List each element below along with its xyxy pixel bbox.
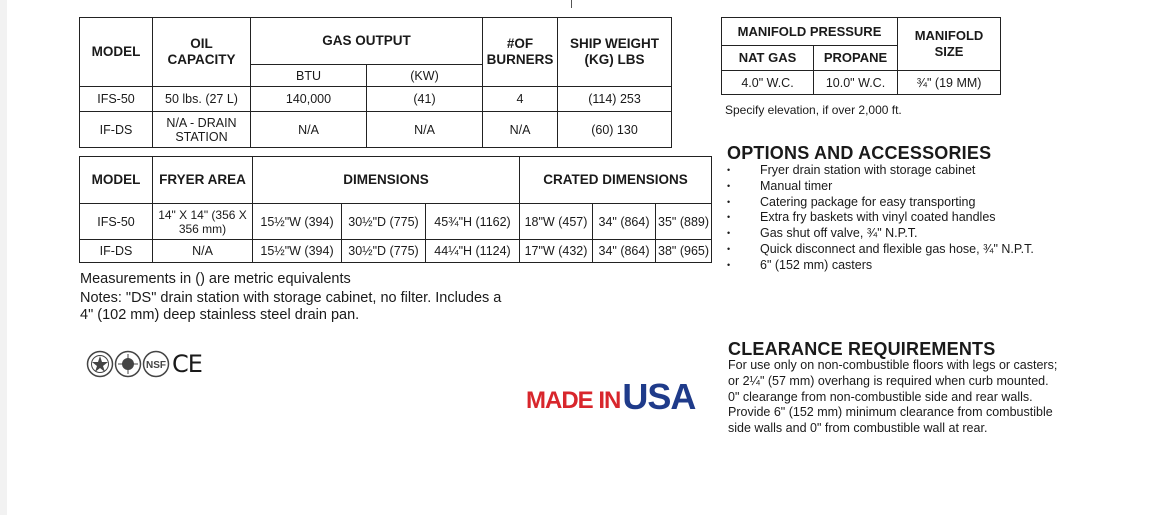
header-oil-capacity: OIL CAPACITY: [153, 18, 251, 87]
table-row: [80, 240, 712, 263]
list-item: • Quick disconnect and flexible gas hose, ¾" N.P.T.: [727, 242, 1034, 258]
cell-size: ¾" (19 MM): [898, 71, 1001, 95]
ds-note-line1: Notes: "DS" drain station with storage cabinet, no filter. Includes a: [80, 290, 502, 306]
cell-nat-gas: 4.0" W.C.: [722, 71, 814, 95]
manifold-table: [721, 17, 1001, 95]
header-manifold-pressure: MANIFOLD PRESSURE: [722, 18, 898, 46]
cell-propane: 10.0" W.C.: [814, 71, 898, 95]
ce-mark: CE: [172, 350, 202, 378]
header-fryer-area: FRYER AREA: [153, 157, 253, 204]
clearance-text: For use only on non-combustible floors with legs or casters; or 2¼" (57 mm) overhang is required when curb mounted. 0" clearange from non-combustible side and rear walls. Provide 6" (152 mm) minimum clearance from combustible side walls and 0" from combustible wall at rear.: [728, 358, 1058, 436]
cell-crated-depth: 34" (864): [593, 204, 656, 240]
header-btu: BTU: [251, 65, 367, 87]
cell-burners: N/A: [483, 112, 558, 148]
cell-model: IF-DS: [80, 112, 153, 148]
cell-weight: (114) 253: [558, 87, 672, 112]
cell-crated-width: 17"W (432): [520, 240, 593, 263]
cell-model: IFS-50: [80, 87, 153, 112]
header-model: MODEL: [80, 18, 153, 87]
metric-note: Measurements in () are metric equivalents: [80, 271, 351, 287]
table-row: [80, 87, 672, 112]
made-in-text: MADE IN: [526, 387, 621, 414]
clearance-heading: CLEARANCE REQUIREMENTS: [728, 339, 996, 359]
cell-kw: N/A: [367, 112, 483, 148]
options-list: [727, 163, 1034, 274]
table-row: [80, 204, 712, 240]
cell-height: 44¼"H (1124): [426, 240, 520, 263]
cell-crated-depth: 34" (864): [593, 240, 656, 263]
specs-table: [79, 17, 672, 148]
nsf-label: NSF: [146, 360, 166, 371]
page-left-margin: [0, 0, 7, 515]
header-burners: #OF BURNERS: [483, 18, 558, 87]
nsf-mark-icon: [142, 350, 170, 378]
header-nat-gas: NAT GAS: [722, 46, 814, 71]
csa-mark-icon: [86, 350, 114, 378]
header-propane: PROPANE: [814, 46, 898, 71]
elevation-note: Specify elevation, if over 2,000 ft.: [725, 103, 902, 117]
top-divider-tick: [571, 0, 572, 8]
dimensions-table: [79, 156, 712, 263]
cell-crated-height: 38" (965): [656, 240, 712, 263]
cell-depth: 30½"D (775): [342, 240, 426, 263]
usa-text: USA: [622, 376, 696, 417]
made-in-usa-logo: [526, 376, 696, 417]
list-item: • Manual timer: [727, 179, 1034, 195]
list-item: • 6" (152 mm) casters: [727, 258, 1034, 274]
list-item: • Gas shut off valve, ¾" N.P.T.: [727, 226, 1034, 242]
cell-fryer-area: N/A: [153, 240, 253, 263]
cell-oil: 50 lbs. (27 L): [153, 87, 251, 112]
cell-model: IF-DS: [80, 240, 153, 263]
cell-width: 15½"W (394): [253, 204, 342, 240]
header-model: MODEL: [80, 157, 153, 204]
cell-oil: N/A - DRAIN STATION: [153, 112, 251, 148]
options-heading: OPTIONS AND ACCESSORIES: [727, 143, 992, 163]
cell-depth: 30½"D (775): [342, 204, 426, 240]
cell-width: 15½"W (394): [253, 240, 342, 263]
list-item: • Fryer drain station with storage cabinet: [727, 163, 1034, 179]
cell-btu: N/A: [251, 112, 367, 148]
cell-crated-width: 18"W (457): [520, 204, 593, 240]
cell-fryer-area: 14" X 14" (356 X 356 mm): [153, 204, 253, 240]
cell-model: IFS-50: [80, 204, 153, 240]
cell-kw: (41): [367, 87, 483, 112]
header-dimensions: DIMENSIONS: [253, 157, 520, 204]
header-ship-weight: SHIP WEIGHT (KG) LBS: [558, 18, 672, 87]
table-row: [80, 112, 672, 148]
cell-burners: 4: [483, 87, 558, 112]
list-item: • Extra fry baskets with vinyl coated handles: [727, 210, 1034, 226]
header-kw: (KW): [367, 65, 483, 87]
cell-height: 45¾"H (1162): [426, 204, 520, 240]
cell-weight: (60) 130: [558, 112, 672, 148]
table-row: [722, 71, 1001, 95]
header-crated-dimensions: CRATED DIMENSIONS: [520, 157, 712, 204]
header-manifold-size: MANIFOLD SIZE: [898, 18, 1001, 71]
cell-crated-height: 35" (889): [656, 204, 712, 240]
gas-approval-mark-icon: [114, 350, 142, 378]
header-gas-output: GAS OUTPUT: [251, 18, 483, 65]
cell-btu: 140,000: [251, 87, 367, 112]
list-item: • Catering package for easy transporting: [727, 195, 1034, 211]
certification-marks: [86, 350, 202, 378]
ds-note-line2: 4" (102 mm) deep stainless steel drain pan.: [80, 307, 360, 323]
